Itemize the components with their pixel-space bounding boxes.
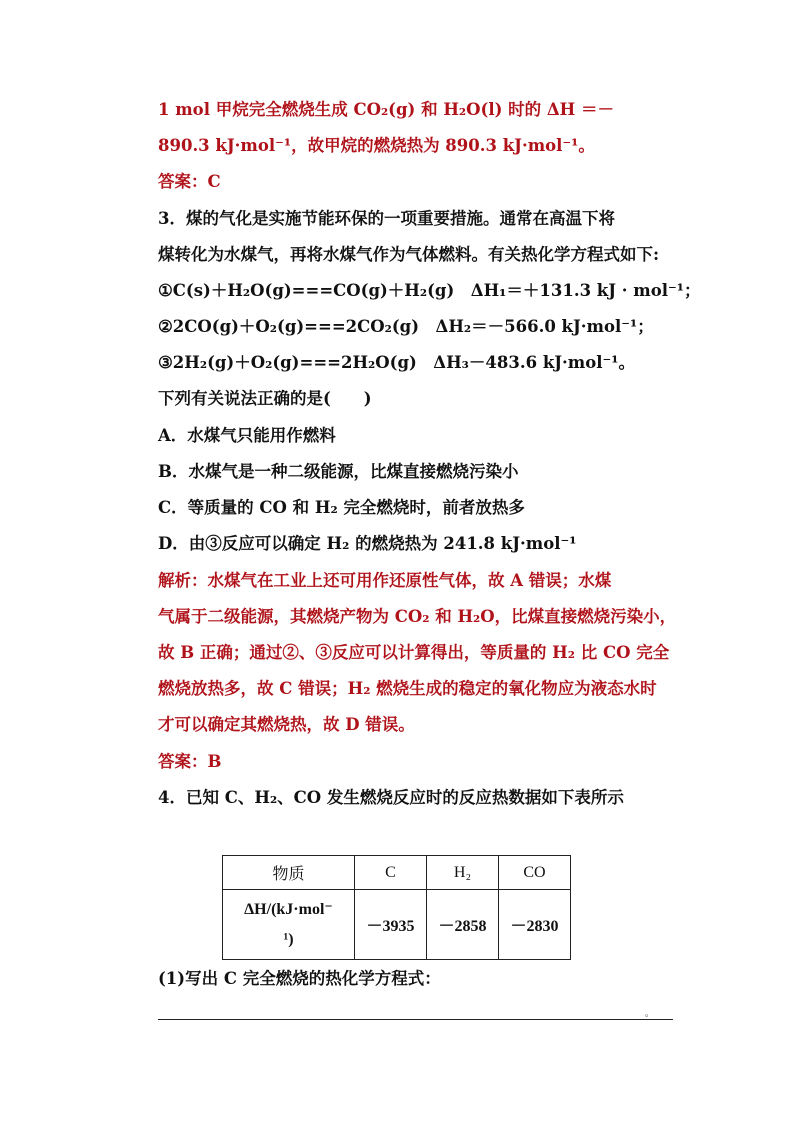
option-c: C．等质量的 CO 和 H₂ 完全燃烧时，前者放热多: [158, 498, 525, 517]
equation-2: ②2CO(g)＋O₂(g)===2CO₂(g) ΔH₂＝－566.0 kJ·mol⁻¹；: [158, 317, 654, 336]
analysis-2-line-4: 燃烧放热多，故 C 错误；H₂ 燃烧生成的稳定的氧化物应为液态水时: [158, 679, 657, 698]
answer-2: 答案：B: [158, 752, 222, 771]
option-a: A．水煤气只能用作燃料: [158, 426, 336, 445]
question-4-line-1: 4．已知 C、H₂、CO 发生燃烧反应时的反应热数据如下表所示: [158, 788, 624, 807]
question-4-sub-1: (1)写出 C 完全燃烧的热化学方程式：: [158, 969, 441, 988]
table-value-c: －3935: [355, 890, 427, 960]
table-header-substance: 物质: [223, 856, 355, 890]
table-header-co: CO: [499, 856, 571, 890]
equation-3: ③2H₂(g)＋O₂(g)===2H₂O(g) ΔH₃－483.6 kJ·mol⁻¹。: [158, 353, 635, 372]
question-3-line-2: 煤转化为水煤气，再将水煤气作为气体燃料。有关热化学方程式如下:: [158, 245, 660, 264]
answer-1: 答案：C: [158, 172, 221, 191]
analysis-1-line-2: 890.3 kJ·mol⁻¹，故甲烷的燃烧热为 890.3 kJ·mol⁻¹。: [158, 136, 595, 155]
analysis-2-line-5: 才可以确定其燃烧热，故 D 错误。: [158, 715, 415, 734]
row-label-line-1: ΔH/(kJ·mol⁻: [244, 900, 333, 918]
table-row-label: [223, 890, 355, 960]
end-mark: 。: [645, 1009, 655, 1019]
heat-data-table: [222, 855, 571, 960]
question-3-line-1: 3．煤的气化是实施节能环保的一项重要措施。通常在高温下将: [158, 209, 615, 228]
row-label-line-2: ¹): [283, 930, 294, 948]
equation-1: ①C(s)＋H₂O(g)===CO(g)＋H₂(g) ΔH₁＝＋131.3 kJ · mol⁻¹；: [158, 281, 701, 300]
analysis-1-line-1: 1 mol 甲烷完全燃烧生成 CO₂(g) 和 H₂O(l) 时的 ΔH ＝－: [158, 100, 615, 119]
table-header-c: C: [355, 856, 427, 890]
answer-blank-line: [158, 1019, 673, 1020]
option-d: D．由③反应可以确定 H₂ 的燃烧热为 241.8 kJ·mol⁻¹: [158, 534, 577, 553]
analysis-2-line-2: 气属于二级能源，其燃烧产物为 CO₂ 和 H₂O，比煤直接燃烧污染小，: [158, 607, 677, 626]
table-header-h2: H₂: [427, 856, 499, 890]
option-b: B．水煤气是一种二级能源，比煤直接燃烧污染小: [158, 462, 519, 481]
analysis-2-line-1: 解析：水煤气在工业上还可用作还原性气体，故 A 错误；水煤: [158, 571, 612, 590]
table-value-co: －2830: [499, 890, 571, 960]
table-value-h2: －2858: [427, 890, 499, 960]
question-3-stem: 下列有关说法正确的是( ): [158, 389, 372, 408]
analysis-2-line-3: 故 B 正确；通过②、③反应可以计算得出，等质量的 H₂ 比 CO 完全: [158, 643, 670, 662]
